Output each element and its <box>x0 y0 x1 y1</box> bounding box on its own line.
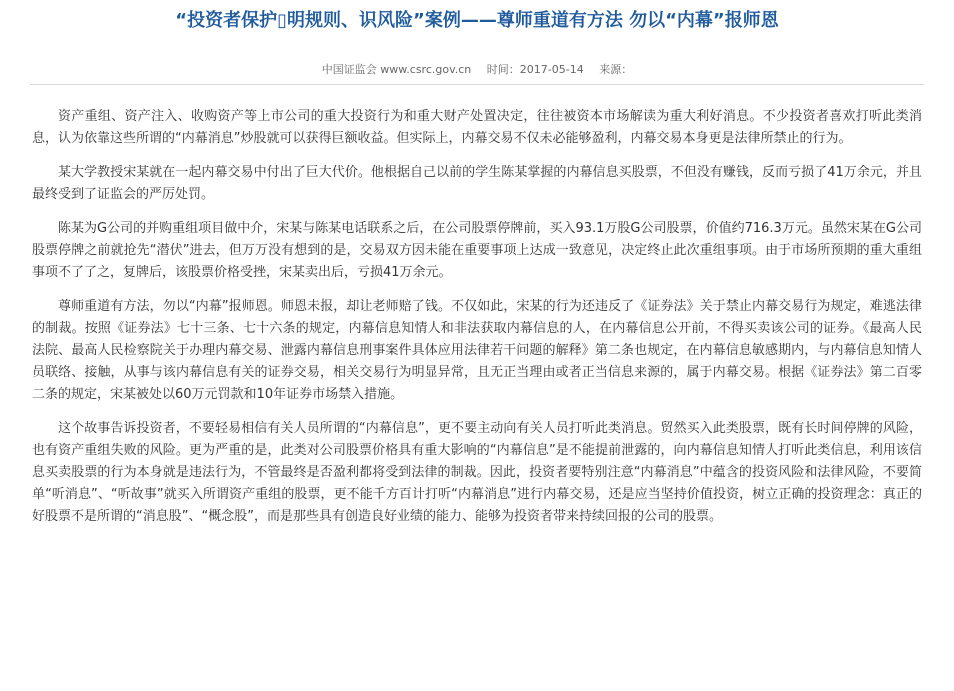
meta-time: 时间：2017-05-14 <box>486 63 584 76</box>
paragraph-4: 尊师重道有方法，勿以“内幕”报师恩。师恩未报，却让老师赔了钱。不仅如此，宋某的行为还违反了《证券法》关于禁止内幕交易行为规定，难逃法律的制裁。按照《证券法》七十三条、七十六条的规定，内幕信息知情人和非法获取内幕信息的人，在内幕信息公开前，不得买卖该公司的证券。《最高人民法院、最高人民检察院关于办理内幕交易、泄露内幕信息刑事案件具体应用法律若干问题的解释》第二条也规定，在内幕信息敏感期内，与内幕信息知情人员联络、接触，从事与该内幕信息有关的证券交易，相关交易行为明显异常，且无正当理由或者正当信息来源的，属于内幕交易。根据《证券法》第二百零二条的规定，宋某被处以60万元罚款和10年证券市场禁入措施。 <box>32 299 922 402</box>
article-title: “投资者保护▯明规则、识风险”案例——尊师重道有方法 勿以“内幕”报师恩 <box>175 10 779 31</box>
article-meta <box>0 62 954 78</box>
header-divider <box>30 84 924 85</box>
article-content <box>32 106 922 540</box>
meta-from: 来源： <box>599 63 633 76</box>
paragraph-3: 陈某为G公司的并购重组项目做中介，宋某与陈某电话联系之后，在公司股票停牌前，买入93.1万股G公司股票，价值约716.3万元。虽然宋某在G公司股票停牌之前就抢先“潜伏”进去，但万万没有想到的是，交易双方因未能在重要事项上达成一致意见，决定终止此次重组事项。由于市场所预期的重大重组事项不了了之，复牌后，该股票价格受挫，宋某卖出后，亏损41万余元。 <box>32 221 922 280</box>
paragraph-2: 某大学教授宋某就在一起内幕交易中付出了巨大代价。他根据自己以前的学生陈某掌握的内幕信息买股票，不但没有赚钱，反而亏损了41万余元，并且最终受到了证监会的严厉处罚。 <box>32 165 922 202</box>
paragraph-1: 资产重组、资产注入、收购资产等上市公司的重大投资行为和重大财产处置决定，往往被资本市场解读为重大利好消息。不少投资者喜欢打听此类消息，认为依靠这些所谓的“内幕消息”炒股就可以获得巨额收益。但实际上，内幕交易不仅未必能够盈利，内幕交易本身更是法律所禁止的行为。 <box>32 109 922 146</box>
paragraph-5: 这个故事告诉投资者，不要轻易相信有关人员所谓的“内幕信息”，更不要主动向有关人员打听此类消息。贸然买入此类股票，既有长时间停牌的风险，也有资产重组失败的风险。更为严重的是，此类对公司股票价格具有重大影响的“内幕信息”是不能提前泄露的，向内幕信息知情人打听此类信息，利用该信息买卖股票的行为本身就是违法行为，不管最终是否盈利都将受到法律的制裁。因此，投资者要特别注意“内幕消息”中蕴含的投资风险和法律风险，不要简单“听消息”、“听故事”就买入所谓资产重组的股票，更不能千方百计打听“内幕消息”进行内幕交易，还是应当坚持价值投资，树立正确的投资理念：真正的好股票不是所谓的“消息股”、“概念股”，而是那些具有创造良好业绩的能力、能够为投资者带来持续回报的公司的股票。 <box>32 421 922 524</box>
meta-source: 中国证监会 www.csrc.gov.cn <box>321 63 472 76</box>
